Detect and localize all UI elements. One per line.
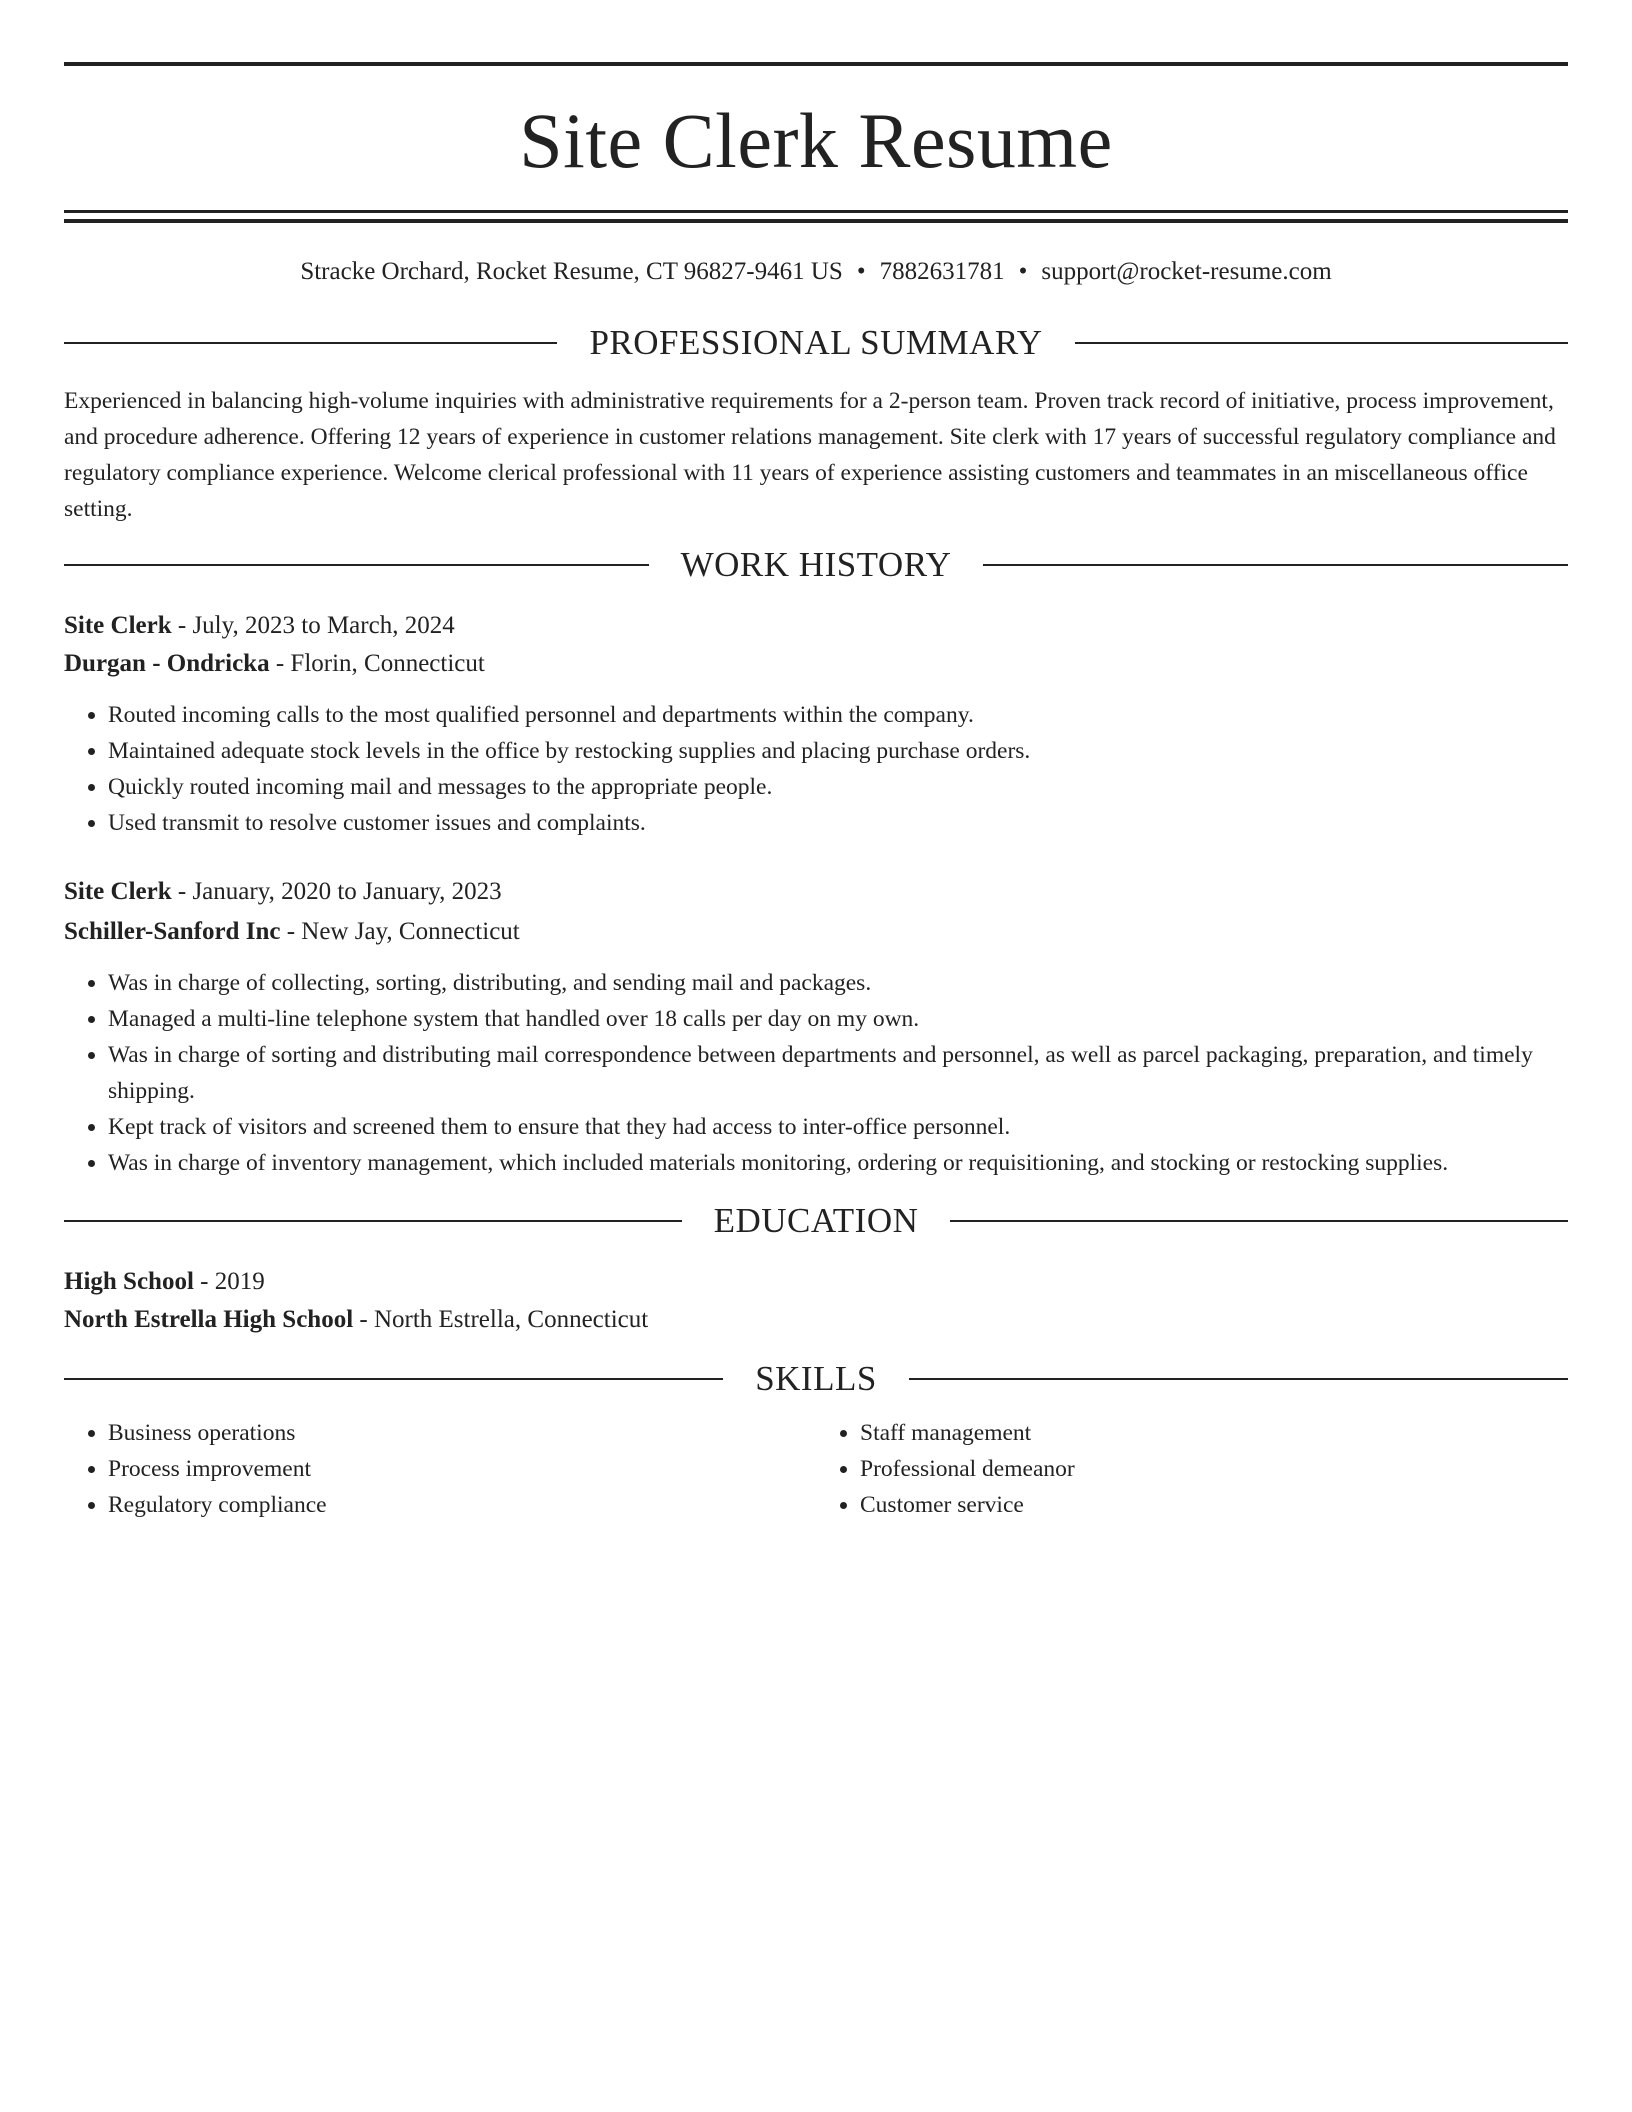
education-entry <box>64 1263 1568 1339</box>
skills-column-right <box>816 1415 1568 1523</box>
job-entry <box>64 607 1568 841</box>
heading-rule-left <box>64 564 649 566</box>
list-item: • Used transmit to resolve customer issues and complaints. <box>108 805 1568 841</box>
heading-rule-right <box>983 564 1568 566</box>
education-school: North Estrella High School <box>64 1306 354 1333</box>
title-rule-upper <box>64 210 1568 213</box>
job-location: - Florin, Connecticut <box>269 650 485 677</box>
list-item: • Maintained adequate stock levels in the office by restocking supplies and placing purchase orders. <box>108 733 1568 769</box>
education-location: - North Estrella, Connecticut <box>353 1306 649 1333</box>
section-heading-summary <box>64 323 1568 363</box>
section-heading-work <box>64 545 1568 585</box>
list-item: • Was in charge of inventory management, which included materials monitoring, ordering or requisitioning, and stocking or restocking supplies. <box>108 1145 1568 1181</box>
contact-email: support@rocket-resume.com <box>1041 258 1332 285</box>
heading-rule-right <box>1075 342 1568 344</box>
list-item: • Routed incoming calls to the most qualified personnel and departments within the company. <box>108 697 1568 733</box>
skills-column-left <box>64 1415 816 1523</box>
contact-separator: • <box>1018 258 1028 285</box>
skill-item: • Process improvement <box>108 1451 816 1487</box>
job-entry <box>64 873 1568 1181</box>
job-company-line <box>64 913 1568 951</box>
list-item: • Was in charge of collecting, sorting, distributing, and sending mail and packages. <box>108 965 1568 1001</box>
section-heading-skills <box>64 1359 1568 1399</box>
title-rule-lower <box>64 219 1568 223</box>
list-item: • Managed a multi-line telephone system that handled over 18 calls per day on my own. <box>108 1001 1568 1037</box>
job-title: Site Clerk <box>64 878 172 905</box>
job-company: Schiller-Sanford Inc <box>64 918 281 945</box>
education-year: - 2019 <box>193 1268 265 1295</box>
heading-rule-right <box>950 1220 1568 1222</box>
job-bullets <box>64 965 1568 1181</box>
job-bullets <box>64 697 1568 841</box>
skill-item: • Professional demeanor <box>860 1451 1568 1487</box>
job-title-line <box>64 607 1568 645</box>
contact-phone: 7882631781 <box>879 258 1005 285</box>
job-company-line <box>64 645 1568 683</box>
list-item: • Quickly routed incoming mail and messages to the appropriate people. <box>108 769 1568 805</box>
heading-rule-right <box>909 1378 1568 1380</box>
section-title: WORK HISTORY <box>680 545 952 584</box>
heading-rule-left <box>64 1378 723 1380</box>
page-title: Site Clerk Resume <box>519 97 1113 184</box>
list-item: • Kept track of visitors and screened them to ensure that they had access to inter-office personnel. <box>108 1109 1568 1145</box>
section-title: SKILLS <box>755 1359 877 1398</box>
job-location: - New Jay, Connecticut <box>280 918 520 945</box>
contact-separator: • <box>856 258 866 285</box>
contact-address: Stracke Orchard, Rocket Resume, CT 96827-9461 US <box>300 258 843 285</box>
skill-item: • Customer service <box>860 1487 1568 1523</box>
job-dates: - January, 2020 to January, 2023 <box>171 878 502 905</box>
list-item: • Was in charge of sorting and distributing mail correspondence between departments and personnel, as well as parcel packaging, preparation, and timely shipping. <box>108 1037 1568 1109</box>
job-dates: - July, 2023 to March, 2024 <box>171 612 455 639</box>
skill-item: • Staff management <box>860 1415 1568 1451</box>
education-degree: High School <box>64 1268 194 1295</box>
job-company: Durgan - Ondricka <box>64 650 270 677</box>
skills-grid <box>64 1415 1568 1523</box>
heading-rule-left <box>64 1220 682 1222</box>
section-heading-education <box>64 1201 1568 1241</box>
summary-text: Experienced in balancing high-volume inquiries with administrative requirements for a 2-person team. Proven track record of initiative, process improvement, and procedure adherence. Offering 12 years of experience in customer relations management. Site clerk with 17 years of successful regulatory compliance and regulatory compliance experience. Welcome clerical professional with 11 years of experience assisting customers and teammates in an miscellaneous office setting. <box>64 388 1556 522</box>
skill-item: • Regulatory compliance <box>108 1487 816 1523</box>
top-rule <box>64 62 1568 66</box>
contact-line <box>64 257 1568 287</box>
skill-item: • Business operations <box>108 1415 816 1451</box>
section-title: PROFESSIONAL SUMMARY <box>589 323 1043 362</box>
heading-rule-left <box>64 342 557 344</box>
education-school-line <box>64 1301 1568 1339</box>
job-title: Site Clerk <box>64 612 172 639</box>
education-degree-line <box>64 1263 1568 1301</box>
section-title: EDUCATION <box>713 1201 919 1240</box>
job-title-line <box>64 873 1568 911</box>
